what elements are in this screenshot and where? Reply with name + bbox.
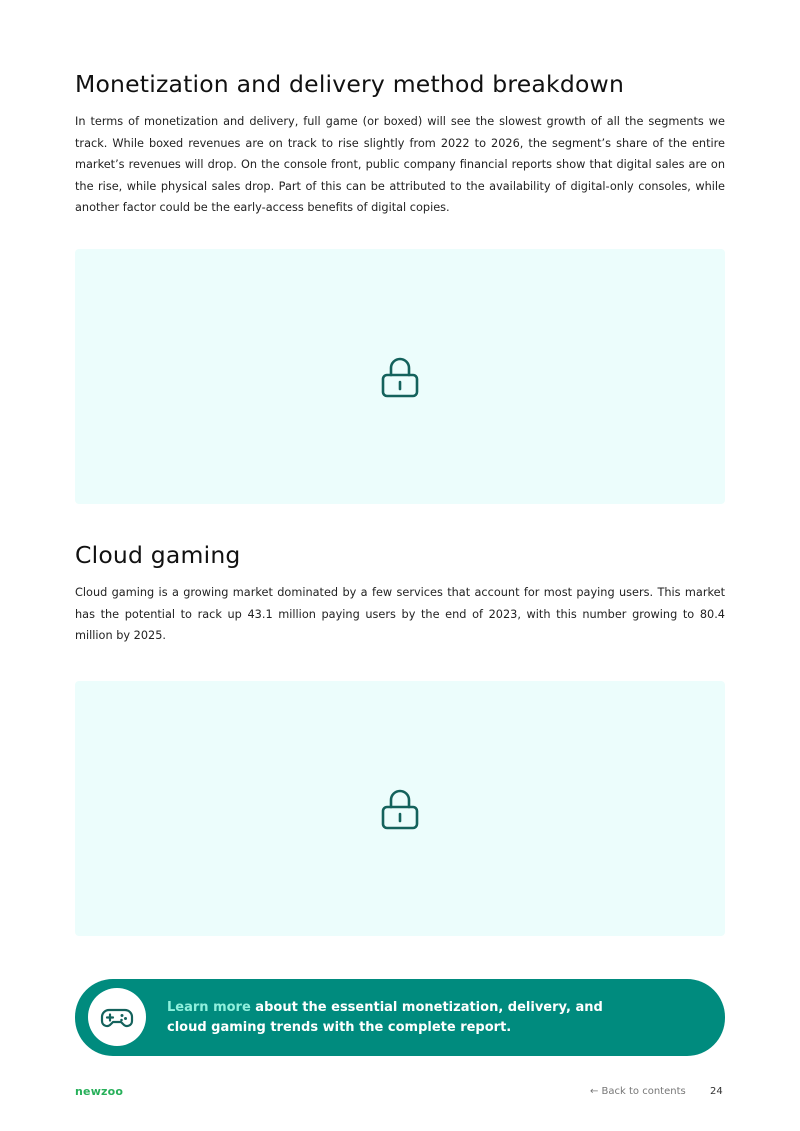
section-body-cloud-gaming: Cloud gaming is a growing market dominated by a few services that account for most paying users. This market has the potential to rack up 43.1 million paying users by the end of 2023, with this number growing to 80.4 million by 2025.: [75, 586, 725, 642]
cta-description: about the essential monetization, delivery, and cloud gaming trends with the complete report.: [167, 1000, 603, 1035]
newzoo-logo: newzoo: [75, 1085, 124, 1098]
page-number: 24: [710, 1086, 723, 1097]
section-title-cloud-gaming: Cloud gaming: [75, 541, 241, 569]
section-title-monetization: Monetization and delivery method breakdown: [75, 70, 625, 98]
section-body-monetization: In terms of monetization and delivery, full game (or boxed) will see the slowest growth of all the segments we track. While boxed revenues are on track to rise slightly from 2022 to 2026, the segment’s share of the entire market’s revenues will drop. On the console front, public company financial reports show that digital sales are on the rise, while physical sales drop. Part of this can be attributed to the availability of digital-only consoles, while another factor could be the early-access benefits of digital copies.: [75, 115, 725, 214]
locked-chart-panel[interactable]: [75, 681, 725, 936]
learn-more-link[interactable]: Learn more: [167, 1000, 251, 1015]
locked-chart-panel[interactable]: [75, 249, 725, 504]
lock-icon: [380, 355, 420, 399]
cta-text: [167, 998, 637, 1038]
gamepad-icon: [100, 1001, 134, 1033]
lock-icon: [380, 787, 420, 831]
cta-icon-circle: [88, 988, 146, 1046]
back-to-contents-link[interactable]: ← Back to contents: [590, 1086, 686, 1097]
learn-more-banner[interactable]: [75, 979, 725, 1056]
